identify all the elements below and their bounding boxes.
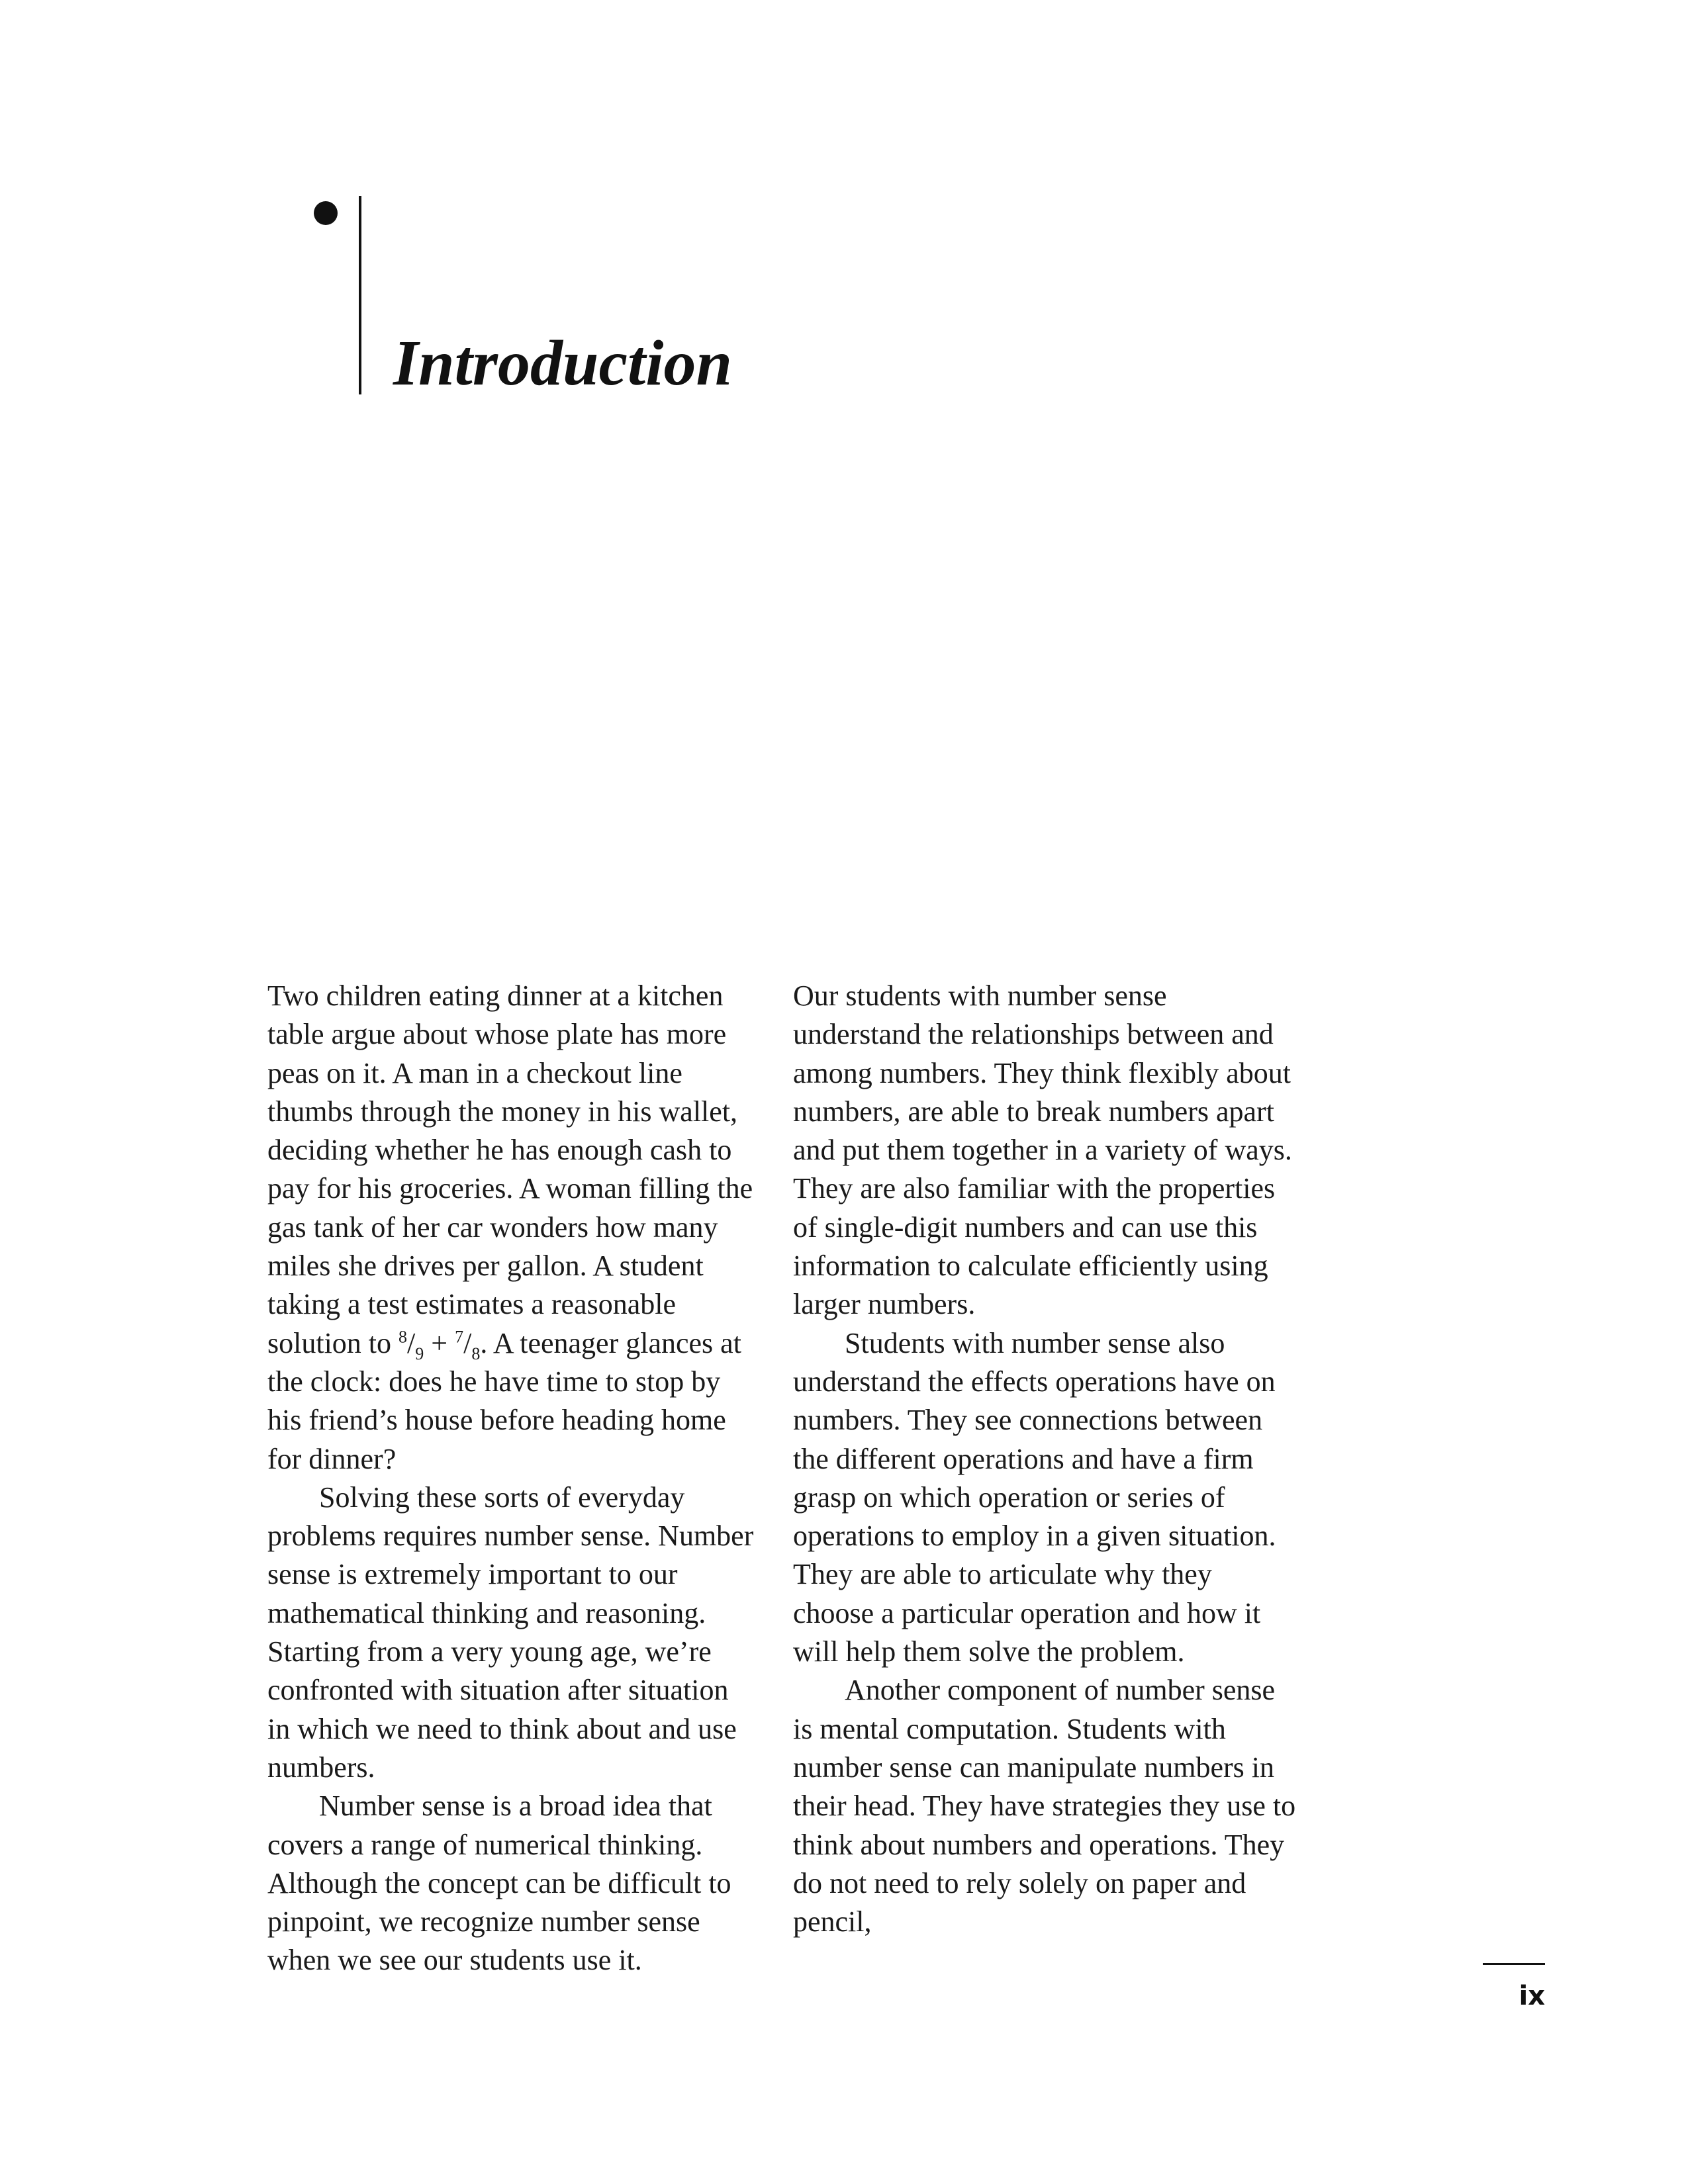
left-paragraph-3: Number sense is a broad idea that covers a range of numerical thinking. Although the concept can be difficult to pinpoint, we recognize number sense when we see our students use it. <box>267 1790 731 1977</box>
chapter-vertical-rule <box>359 196 361 394</box>
page-number: ix <box>1519 1981 1545 2011</box>
fraction-slash: / <box>463 1326 472 1359</box>
fraction-seven-eighths <box>455 1326 481 1363</box>
chapter-bullet-ornament <box>314 201 338 225</box>
left-paragraph-2: Solving these sorts of everyday problems requires number sense. Number sense is extremely important to our mathematical thinking and reasoning. Starting from a very young age, we’re confronted with situation after situation in which we need to think about and use numbers. <box>267 1480 754 1784</box>
left-text-column <box>267 977 757 1980</box>
right-paragraph-2: Students with number sense also understand the effects operations have on numbers. They see connections between the different operations and have a firm grasp on which operation or series of operations to employ in a given situation. They are able to articulate why they choose a particular operation and how it will help them solve the problem. <box>793 1326 1276 1668</box>
left-paragraph-1-text-a: Two children eating dinner at a kitchen table argue about whose plate has more peas on it. A man in a checkout line thumbs through the money in his wallet, deciding whether he has enough cash to pay for his groceries. A woman filling the gas tank of her car wonders how many miles she drives per gallon. A student taking a test estimates a reasonable solution to <box>267 979 753 1359</box>
fraction-numerator: 8 <box>399 1327 408 1347</box>
right-paragraph-3: Another component of number sense is mental computation. Students with number sense can manipulate numbers in their head. They have strategies they use to think about numbers and operations. They do not need to rely solely on paper and pencil, <box>793 1674 1296 1938</box>
right-text-column <box>793 977 1296 1941</box>
chapter-title: Introduction <box>393 328 732 399</box>
folio-rule <box>1483 1963 1545 1965</box>
fraction-eight-ninths <box>399 1326 424 1363</box>
fraction-denominator: 9 <box>415 1343 424 1363</box>
fraction-slash: / <box>407 1326 416 1359</box>
fraction-numerator: 7 <box>455 1327 464 1347</box>
right-paragraph-1: Our students with number sense understand the relationships between and among numbers. They think flexibly about numbers, are able to break numbers apart and put them together in a variety of ways. They are also familiar with the properties of single-digit numbers and can use this information to calculate efficiently using larger numbers. <box>793 979 1292 1321</box>
left-paragraph-1-text-b: . A teenager glances at the clock: does he have time to stop by his friend’s house before heading home for dinner? <box>267 1326 741 1475</box>
plus-sign: + <box>424 1326 455 1359</box>
fraction-denominator: 8 <box>471 1343 481 1363</box>
left-paragraph-1 <box>267 977 757 1479</box>
